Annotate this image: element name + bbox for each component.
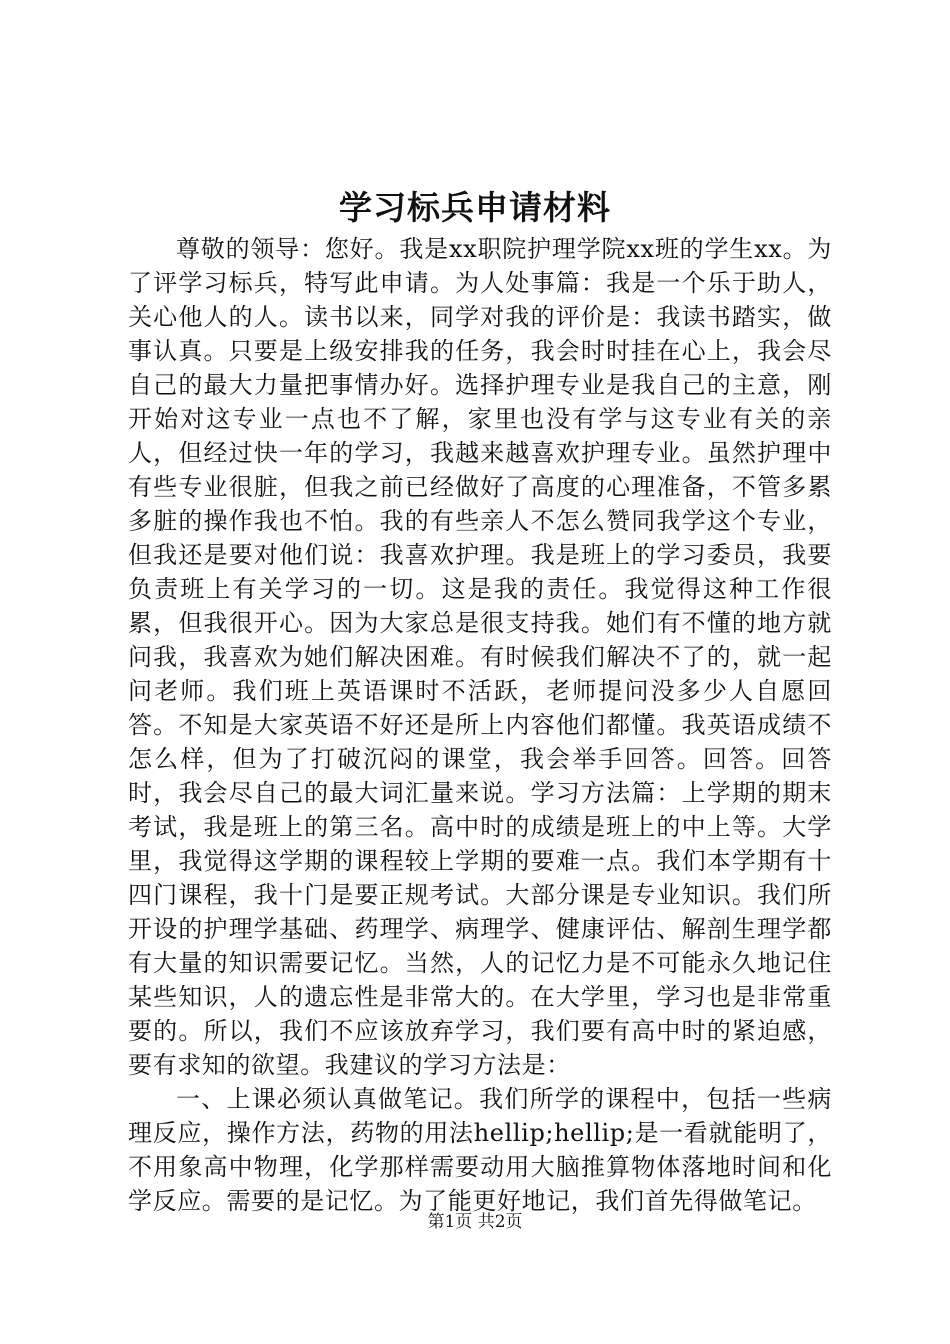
- document-body: [128, 232, 832, 1218]
- page-number-footer: 第1页 共2页: [427, 1212, 523, 1232]
- document-title: 学习标兵申请材料: [339, 188, 611, 227]
- body-paragraph-2: 一、上课必须认真做笔记。我们所学的课程中，包括一些病理反应，操作方法，药物的用法hellip;hellip;是一看就能明了，不用象高中物理，化学那样需要动用大脑推算物体落地时间和化学反应。需要的是记忆。为了能更好地记，我们首先得做笔记。: [128, 1085, 832, 1215]
- body-paragraph-1: 尊敬的领导：您好。我是xx职院护理学院xx班的学生xx。为了评学习标兵，特写此申请。为人处事篇：我是一个乐于助人，关心他人的人。读书以来，同学对我的评价是：我读书踏实，做事认真。只要是上级安排我的任务，我会时时挂在心上，我会尽自己的最大力量把事情办好。选择护理专业是我自己的主意，刚开始对这专业一点也不了解，家里也没有学与这专业有关的亲人，但经过快一年的学习，我越来越喜欢护理专业。虽然护理中有些专业很脏，但我之前已经做好了高度的心理准备，不管多累多脏的操作我也不怕。我的有些亲人不怎么赞同我学这个专业，但我还是要对他们说：我喜欢护理。我是班上的学习委员，我要负责班上有关学习的一切。这是我的责任。我觉得这种工作很累，但我很开心。因为大家总是很支持我。她们有不懂的地方就问我，我喜欢为她们解决困难。有时候我们解决不了的，就一起问老师。我们班上英语课时不活跃，老师提问没多少人自愿回答。不知是大家英语不好还是所上内容他们都懂。我英语成绩不怎么样，但为了打破沉闷的课堂，我会举手回答。回答。回答时，我会尽自己的最大词汇量来说。学习方法篇：上学期的期末考试，我是班上的第三名。高中时的成绩是班上的中上等。大学里，我觉得这学期的课程较上学期的要难一点。我们本学期有十四门课程，我十门是要正规考试。大部分课是专业知识。我们所开设的护理学基础、药理学、病理学、健康评估、解剖生理学都有大量的知识需要记忆。当然，人的记忆力是不可能永久地记住某些知识，人的遗忘性是非常大的。在大学里，学习也是非常重要的。所以，我们不应该放弃学习，我们要有高中时的紧迫感，要有求知的欲望。我建议的学习方法是：: [128, 235, 832, 1079]
